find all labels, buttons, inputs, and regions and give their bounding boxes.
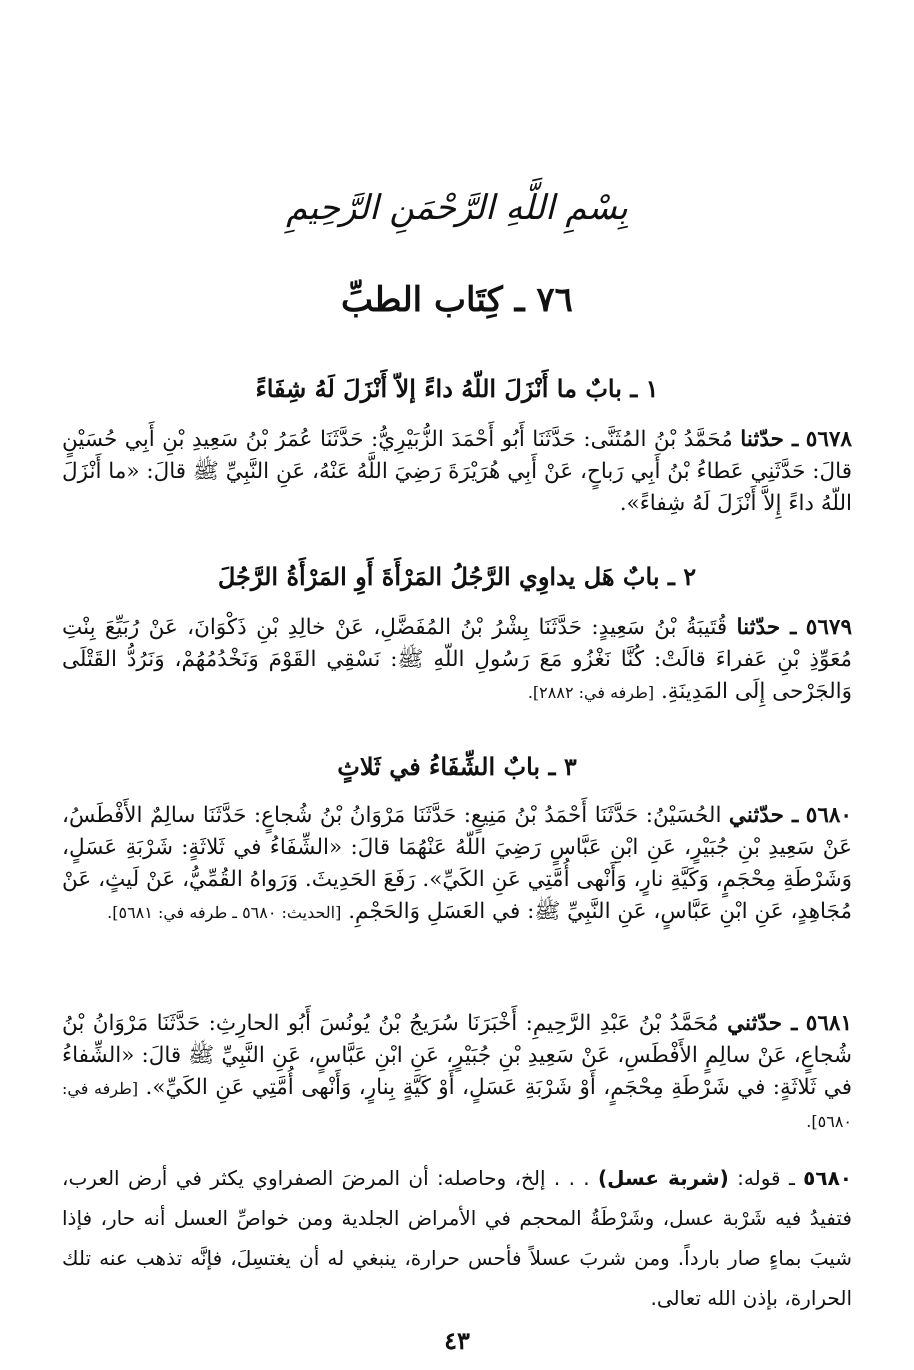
hadith-lead: ـ حدّثني: [727, 1011, 798, 1036]
hadith-number: ٥٦٧٩: [805, 615, 852, 640]
book-title: ٧٦ ـ كِتَاب الطبِّ: [341, 280, 573, 320]
cross-reference: [طرفه في: ٢٨٨٢].: [527, 683, 655, 702]
hadith-lead: ـ حدّثني: [728, 803, 799, 828]
hadith-lead: ـ حدّثنا: [736, 615, 797, 640]
chapter-3-title: ٣ ـ بابٌ الشِّفَاءُ في ثَلاثٍ: [337, 752, 577, 781]
hadith-5681: [62, 1008, 852, 1138]
hadith-text: مُحَمَّدُ بْنُ المُثَنَّى: حَدَّثَنَا أَبُو أَحْمَدَ الزُّبَيْرِيُّ: حَدَّثَنَا عُمَرُ بْنُ سَعِيدِ بْنِ أَبِي حُسَيْنٍ قالَ: حَدَّثَنِي عَطاءُ بْنُ أَبِي رَباحٍ، عَنْ أَبِي هُرَيْرَةَ رَضِيَ اللَّهُ عَنْهُ، عَنِ النَّبِيِّ ﷺ قالَ: «ما أَنْزَلَ اللّهُ داءً إِلاَّ أَنْزَلَ لَهُ شِفاءً».: [62, 427, 852, 516]
commentary-number: ٥٦٨٠: [803, 1166, 852, 1190]
commentary-text: . . . إلخ، وحاصله: أن المرضَ الصفراوي يكثر في أرض العرب، فتفيدُ فيه شَرْبة عسل، وشَرْطَةُ المحجم في الأمراض الجلدية ومن خواصِّ العسل أنه حار، فإذا شيبَ بماءٍ صار بارداً. ومن شربَ عسلاً فأحس حرارة، ينبغي له أن يغتسِلَ، فإنَّه تذهب عنه تلك الحرارة، بإذن الله تعالى.: [62, 1166, 852, 1310]
commentary-quote: (شربة عسل): [597, 1166, 729, 1190]
hadith-5679: [62, 612, 852, 709]
commentary-note: [62, 1158, 852, 1318]
hadith-text: الحُسَيْنُ: حَدَّثَنَا أَحْمَدُ بْنُ مَنِيعٍ: حَدَّثَنَا مَرْوَانُ بْنُ شُجاعٍ: حَدَّثَنَا سالِمٌ الأَفْطَسُ، عَنْ سَعِيدِ بْنِ جُبَيْرٍ، عَنِ ابْنِ عَبَّاسٍ رَضِيَ اللّهُ عَنْهُمَا قالَ: «الشِّفَاءُ في ثَلاثَةٍ: شَرْبَةِ عَسَلٍ، وَشَرْطَةِ مِحْجَمٍ، وَكَيَّةِ نارٍ، وَأَنْهى أُمَّتِي عَنِ الكَيِّ». رَفَعَ الحَدِيثَ. وَرَواهُ القُمِّيُّ، عَنْ لَيثٍ، عَنْ مُجَاهِدٍ، عَنِ ابْنِ عَبَّاسٍ، عَنِ النَّبِيِّ ﷺ: في العَسَلِ وَالحَجْمِ.: [62, 803, 852, 924]
chapter-2-title: ٢ ـ بابٌ هَل يداوِي الرَّجُلُ المَرْأَةَ أَوِ المَرْأَةُ الرَّجُلَ: [217, 562, 697, 591]
hadith-5680: [62, 800, 852, 929]
hadith-text: مُحَمَّدُ بْنُ عَبْدِ الرَّحِيمِ: أَخْبَرَنَا سُرَيجُ بْنُ يُونُسَ أَبُو الحارِثِ: حَدَّثَنَا مَرْوَانُ بْنُ شُجاعٍ، عَنْ سالِمٍ الأَفْطَسِ، عَنْ سَعِيدِ بْنِ جُبَيْرٍ، عَنِ ابْنِ عَبَّاسٍ، عَنِ النَّبِيِّ ﷺ قالَ: «الشِّفاءُ في ثَلاثَةٍ: في شَرْطَةِ مِحْجَمٍ، أَوْ شَرْبَةِ عَسَلٍ، أَوْ كَيَّةٍ بِنارٍ، وَأَنْهى أُمَّتِي عَنِ الكَيِّ».: [62, 1011, 852, 1100]
hadith-number: ٥٦٧٨: [805, 427, 852, 452]
chapter-1-title: ١ ـ بابٌ ما أَنْزَلَ اللّهُ داءً إلاّ أَنْزَلَ لَهُ شِفَاءً: [255, 374, 659, 403]
hadith-lead: ـ حدّثنا: [740, 427, 799, 452]
basmala: بِسْمِ اللَّهِ الرَّحْمَنِ الرَّحِيمِ: [286, 188, 628, 228]
cross-reference: [طرفه في: ٥٦٨٠].: [62, 1079, 852, 1131]
hadith-number: ٥٦٨١: [805, 1011, 852, 1036]
hadith-5678: [62, 424, 852, 520]
commentary-lead: ـ قوله:: [737, 1166, 795, 1190]
page-number: ٤٣: [444, 1326, 470, 1355]
hadith-number: ٥٦٨٠: [805, 803, 852, 828]
cross-reference: [الحديث: ٥٦٨٠ ـ طرفه في: ٥٦٨١].: [107, 903, 342, 922]
hadith-text: قُتَيبَةُ بْنُ سَعِيدٍ: حَدَّثَنَا بِشْرُ بْنُ المُفَضَّلِ، عَنْ خالِدِ بْنِ ذَكْوَانَ، عَنْ رُبَيِّعَ بِنْتِ مُعَوِّذِ بْنِ عَفراءَ قالَتْ: كُنَّا نَغْزُو مَعَ رَسُولِ اللّهِ ﷺ: نَسْقِي القَوْمَ وَنَخْدُمُهُمْ، وَنَرُدُّ القَتْلَى وَالجَرْحى إِلَى المَدِينَةِ.: [62, 615, 852, 704]
